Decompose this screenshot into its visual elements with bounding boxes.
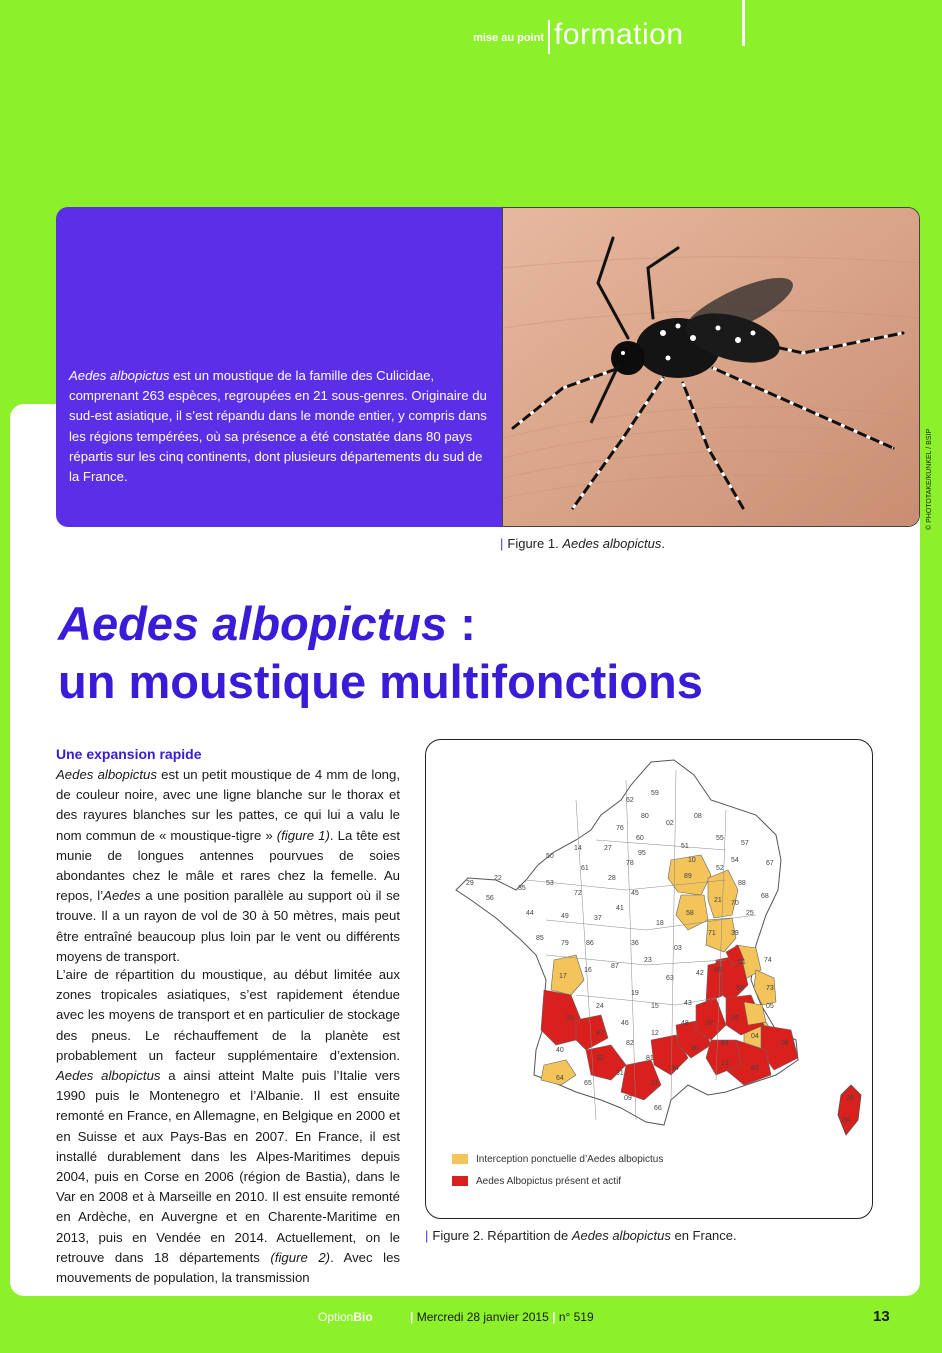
dept-62: 62 xyxy=(626,797,634,804)
dept-78: 78 xyxy=(626,860,634,867)
mosquito-photo xyxy=(502,207,920,527)
dept-37: 37 xyxy=(594,915,602,922)
dept-35: 35 xyxy=(518,885,526,892)
yellow-departments-2 xyxy=(744,1002,766,1025)
figure1-caption xyxy=(500,536,665,551)
dept-40: 40 xyxy=(556,1047,564,1054)
dept-39: 39 xyxy=(731,930,739,937)
legend-label-yellow: Interception ponctuelle d’Aedes albopictus xyxy=(476,1154,664,1165)
dept-43: 43 xyxy=(684,1000,692,1007)
footer-date: Mercredi 28 janvier 2015 xyxy=(416,1310,549,1324)
text-run: Aedes albopictus xyxy=(56,1068,161,1084)
header-section-label: mise au point xyxy=(473,32,544,44)
dept-49: 49 xyxy=(561,913,569,920)
footer-issue-number: n° 519 xyxy=(558,1310,594,1324)
dept-32: 32 xyxy=(596,1055,604,1062)
dept-82: 82 xyxy=(626,1040,634,1047)
dept-89: 89 xyxy=(684,873,692,880)
footer-issue xyxy=(410,1310,594,1324)
dept-03: 03 xyxy=(674,945,682,952)
dept-84: 84 xyxy=(721,1040,729,1047)
dept-15: 15 xyxy=(651,1003,659,1010)
caption-bar: | xyxy=(500,536,504,551)
dept-55: 55 xyxy=(716,835,724,842)
intro-species: Aedes albopictus xyxy=(69,368,170,383)
title-colon: : xyxy=(447,597,476,650)
brand-option: Option xyxy=(318,1310,354,1324)
dept-54: 54 xyxy=(731,857,739,864)
intro-body: est un moustique de la famille des Culicidae, comprenant 263 espèces, regroupées en 21 sous-genres. Originaire du sud-est asiatique, il s’est répandu dans le monde entier, y compris dans les régions tempérées, où sa présence a été constatée dans 80 pays répartis sur les cinq continents, dont plusieurs départements du sud de la France. xyxy=(69,368,487,485)
dept-67: 67 xyxy=(766,860,774,867)
dept-36: 36 xyxy=(631,940,639,947)
page-footer xyxy=(0,1300,942,1353)
dept-64: 64 xyxy=(556,1075,564,1082)
body-paragraph-2 xyxy=(56,965,400,1288)
caption-bar-2: | xyxy=(425,1228,429,1243)
brand-bio: Bio xyxy=(353,1310,373,1324)
mosquito-illustration xyxy=(503,208,920,527)
dept-48: 48 xyxy=(681,1020,689,1027)
figure1-label: Figure 1. xyxy=(507,536,563,551)
dept-07: 07 xyxy=(706,1020,714,1027)
dept-68: 68 xyxy=(761,893,769,900)
body-paragraph-1 xyxy=(56,765,400,967)
text-run: (figure 1) xyxy=(276,827,330,843)
france-map xyxy=(426,740,871,1217)
dept-21: 21 xyxy=(714,897,722,904)
legend-swatch-yellow xyxy=(452,1154,468,1164)
dept-09: 09 xyxy=(624,1095,632,1102)
legend-item-red xyxy=(452,1176,621,1187)
text-run: . La tête est munie de longues antennes pourvues de soies abondantes chez le mâle et rares chez la femelle. Au repos, l’ xyxy=(56,827,400,904)
figure2-caption xyxy=(425,1228,737,1243)
dept-58: 58 xyxy=(686,910,694,917)
dept-53: 53 xyxy=(546,880,554,887)
dept-72: 72 xyxy=(574,890,582,897)
dept-08: 08 xyxy=(694,813,702,820)
dept-51: 51 xyxy=(681,843,689,850)
dept-19: 19 xyxy=(631,990,639,997)
title-line2: un moustique multifonctions xyxy=(58,655,703,708)
page-number: 13 xyxy=(873,1308,890,1325)
text-run: a ainsi atteint Malte puis l’Italie vers 1990 puis le Montenegro et l’Albanie. Il est ensuite remonté en France, en Allemagne, en Belgique en 2000 et en Suisse et aux Pays-Bas en 2007. En France, il est installé durablement dans les Alpes-Maritimes depuis 2004, puis en Corse en 2006 (région de Bastia), dans le Var en 2008 et à Marseille en 2010. Il est ensuite remonté en Ardèche, en Auvergne et en Charente-Maritime en 2013, puis en Vendée en 2014. Actuellement, on le retrouve dans 18 départements xyxy=(56,1068,400,1265)
figure1-end: . xyxy=(661,536,665,551)
text-run: . Avec les mouvements de population, la transmission xyxy=(56,1249,400,1286)
figure2-label: Figure 2. Répartition de xyxy=(432,1228,572,1243)
dept-30: 30 xyxy=(691,1045,699,1052)
header-topic: formation xyxy=(554,18,684,51)
dept-85: 85 xyxy=(536,935,544,942)
dept-2B: 2B xyxy=(846,1095,855,1102)
dept-26: 26 xyxy=(731,1015,739,1022)
dept-18: 18 xyxy=(656,920,664,927)
text-run: Aedes albopictus xyxy=(56,767,157,782)
dept-45: 45 xyxy=(631,890,639,897)
dept-59: 59 xyxy=(651,790,659,797)
dept-05: 05 xyxy=(766,1003,774,1010)
dept-60: 60 xyxy=(636,835,644,842)
page-header xyxy=(0,0,942,60)
dept-01: 01 xyxy=(738,959,746,966)
dept-47: 47 xyxy=(596,1030,604,1037)
dept-25: 25 xyxy=(746,910,754,917)
dept-13: 13 xyxy=(721,1060,729,1067)
figure1-species: Aedes albopictus xyxy=(562,536,662,551)
dept-50: 50 xyxy=(546,853,554,860)
dept-41: 41 xyxy=(616,905,624,912)
dept-80: 80 xyxy=(641,813,649,820)
section-heading: Une expansion rapide xyxy=(56,746,202,762)
title-line1 xyxy=(58,596,918,652)
dept-65: 65 xyxy=(584,1080,592,1087)
header-divider xyxy=(548,20,550,54)
legend-item-yellow xyxy=(452,1154,663,1165)
text-run: L’aire de répartition du moustique, au début limitée aux zones tropicales asiatiques, s’est rapidement étendue avec les moyens de transport et en particulier de stockage des pneus. Le réchauffement de la planète est probablement un facteur supplémentaire d’extension. xyxy=(56,967,400,1063)
dept-74: 74 xyxy=(764,957,772,964)
dept-27: 27 xyxy=(604,845,612,852)
footer-sep-1: | xyxy=(410,1310,414,1324)
dept-02: 02 xyxy=(666,820,674,827)
dept-04: 04 xyxy=(751,1033,759,1040)
dept-86: 86 xyxy=(586,940,594,947)
dept-83: 83 xyxy=(751,1065,759,1072)
dept-2A: 2A xyxy=(842,1117,851,1124)
dept-24: 24 xyxy=(596,1003,604,1010)
header-rule xyxy=(742,0,745,46)
dept-10: 10 xyxy=(688,857,696,864)
dept-28: 28 xyxy=(608,875,616,882)
dept-38: 38 xyxy=(736,985,744,992)
article-title xyxy=(58,596,918,712)
text-run: est un petit moustique de 4 mm de long, de couleur noire, avec une ligne blanche sur le thorax et des rayures blanches sur les pattes, ce qui lui a valu le nom commun de « moustique-tigre » xyxy=(56,767,400,843)
dept-34: 34 xyxy=(671,1065,679,1072)
dept-52: 52 xyxy=(716,865,724,872)
text-run: Aedes xyxy=(103,888,141,904)
dept-22: 22 xyxy=(494,875,502,882)
text-run: (figure 2) xyxy=(270,1249,331,1265)
dept-66: 66 xyxy=(654,1105,662,1112)
footer-sep-2: | xyxy=(552,1310,556,1324)
text-run: a une position parallèle au support où il se trouve. Il a un rayon de vol de 30 à 50 mètres, mais peut être entraîné beaucoup plus loin par le vent ou différents moyens de transport. xyxy=(56,888,400,964)
title-species: Aedes albopictus xyxy=(58,597,448,650)
dept-06: 06 xyxy=(781,1040,789,1047)
photo-credit: © PHOTOTAKE/KUNKEL / BSIP xyxy=(926,428,933,530)
dept-73: 73 xyxy=(766,985,774,992)
dept-95: 95 xyxy=(638,850,646,857)
dept-63: 63 xyxy=(666,975,674,982)
dept-33: 33 xyxy=(566,1015,574,1022)
corsica xyxy=(838,1085,861,1135)
dept-69: 69 xyxy=(714,967,722,974)
intro-text xyxy=(69,366,489,487)
figure2-end: en France. xyxy=(670,1228,737,1243)
map-figure xyxy=(425,739,873,1219)
dept-46: 46 xyxy=(621,1020,629,1027)
dept-16: 16 xyxy=(584,967,592,974)
dept-42: 42 xyxy=(696,970,704,977)
dept-31: 31 xyxy=(616,1070,624,1077)
dept-79: 79 xyxy=(561,940,569,947)
dept-70: 70 xyxy=(731,900,739,907)
footer-brand xyxy=(318,1310,373,1324)
dept-44: 44 xyxy=(526,910,534,917)
dept-12: 12 xyxy=(651,1030,659,1037)
figure2-species: Aedes albopictus xyxy=(571,1228,671,1243)
dept-14: 14 xyxy=(574,845,582,852)
dept-11: 11 xyxy=(651,1080,659,1087)
dept-61: 61 xyxy=(581,865,589,872)
dept-71: 71 xyxy=(708,930,716,937)
legend-label-red: Aedes Albopictus présent et actif xyxy=(476,1176,622,1187)
dept-17: 17 xyxy=(559,973,567,980)
dept-29: 29 xyxy=(466,880,474,887)
dept-23: 23 xyxy=(644,957,652,964)
dept-88: 88 xyxy=(738,880,746,887)
dept-87: 87 xyxy=(611,963,619,970)
dept-56: 56 xyxy=(486,895,494,902)
legend-swatch-red xyxy=(452,1176,468,1186)
dept-57: 57 xyxy=(741,840,749,847)
dept-76: 76 xyxy=(616,825,624,832)
dept-81: 81 xyxy=(646,1055,654,1062)
